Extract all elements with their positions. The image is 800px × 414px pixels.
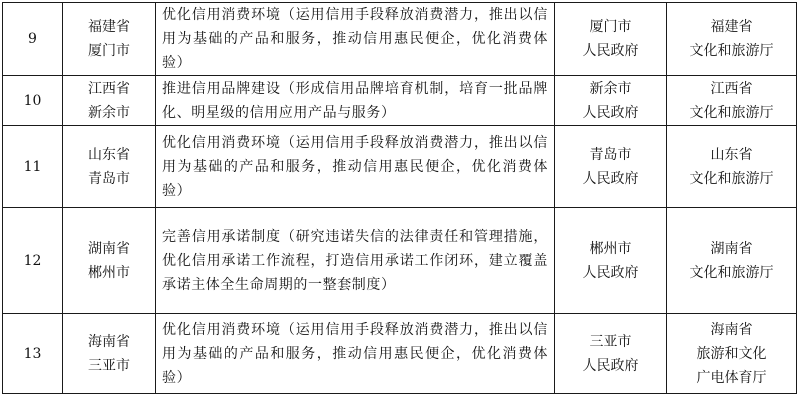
city-name: 厦门市 [88, 43, 130, 59]
department-line: 山东省 [710, 146, 753, 163]
table-row [3, 76, 797, 126]
province-name: 江西省 [88, 80, 130, 97]
table-row [3, 3, 797, 76]
row-number: 9 [3, 3, 63, 76]
government-line: 人民政府 [582, 170, 639, 187]
government-cell [555, 3, 667, 76]
row-number: 11 [3, 126, 63, 208]
task-cell: 完善信用承诺制度（研究违诺失信的法律责任和管理措施，优化信用承诺工作流程，打造信用承诺工作闭环，建立覆盖承诺主体全生命周期的一整套制度） [156, 208, 555, 314]
city-name: 三亚市 [88, 357, 130, 374]
city-name: 郴州市 [88, 264, 130, 281]
department-line: 文化和旅游厅 [689, 104, 774, 121]
location-cell [63, 314, 156, 394]
table-row [3, 126, 797, 208]
department-cell [667, 314, 797, 394]
government-line: 新余市 [589, 80, 632, 97]
government-cell [555, 314, 667, 394]
province-name: 海南省 [88, 333, 130, 350]
table-row [3, 314, 797, 394]
location-cell [63, 3, 156, 76]
task-cell: 优化信用消费环境（运用信用手段释放消费潜力，推出以信用为基础的产品和服务，推动信用惠民便企，优化消费体验） [156, 126, 555, 208]
department-line: 江西省 [710, 80, 753, 97]
department-line: 文化和旅游厅 [689, 43, 774, 59]
government-line: 人民政府 [582, 264, 639, 281]
government-cell [555, 76, 667, 126]
department-cell [667, 208, 797, 314]
department-cell [667, 76, 797, 126]
government-line: 三亚市 [589, 333, 632, 350]
city-name: 青岛市 [88, 170, 130, 187]
government-line: 人民政府 [582, 104, 639, 121]
department-line: 文化和旅游厅 [689, 170, 774, 187]
department-line: 福建省 [710, 19, 753, 35]
government-cell [555, 126, 667, 208]
table-row [3, 208, 797, 314]
location-cell [63, 76, 156, 126]
row-number: 10 [3, 76, 63, 126]
row-number: 13 [3, 314, 63, 394]
department-line: 广电体育厅 [696, 369, 767, 386]
department-cell [667, 126, 797, 208]
department-line: 湖南省 [710, 240, 753, 257]
government-line: 人民政府 [582, 43, 639, 59]
pilot-task-table [2, 2, 797, 394]
task-cell: 推进信用品牌建设（形成信用品牌培育机制，培育一批品牌化、明星级的信用应用产品与服务） [156, 76, 555, 126]
task-cell: 优化信用消费环境（运用信用手段释放消费潜力，推出以信用为基础的产品和服务，推动信用惠民便企，优化消费体验） [156, 314, 555, 394]
department-line: 文化和旅游厅 [689, 264, 774, 281]
row-number: 12 [3, 208, 63, 314]
government-line: 厦门市 [589, 19, 632, 35]
government-line: 郴州市 [589, 240, 632, 257]
city-name: 新余市 [88, 104, 130, 121]
government-cell [555, 208, 667, 314]
government-line: 青岛市 [589, 146, 632, 163]
location-cell [63, 126, 156, 208]
province-name: 山东省 [88, 146, 130, 163]
department-line: 旅游和文化 [696, 345, 767, 362]
government-line: 人民政府 [582, 357, 639, 374]
department-line: 海南省 [710, 321, 753, 338]
location-cell [63, 208, 156, 314]
task-cell: 优化信用消费环境（运用信用手段释放消费潜力，推出以信用为基础的产品和服务，推动信用惠民便企，优化消费体验） [156, 3, 555, 76]
department-cell [667, 3, 797, 76]
province-name: 福建省 [88, 19, 130, 35]
province-name: 湖南省 [88, 240, 130, 257]
